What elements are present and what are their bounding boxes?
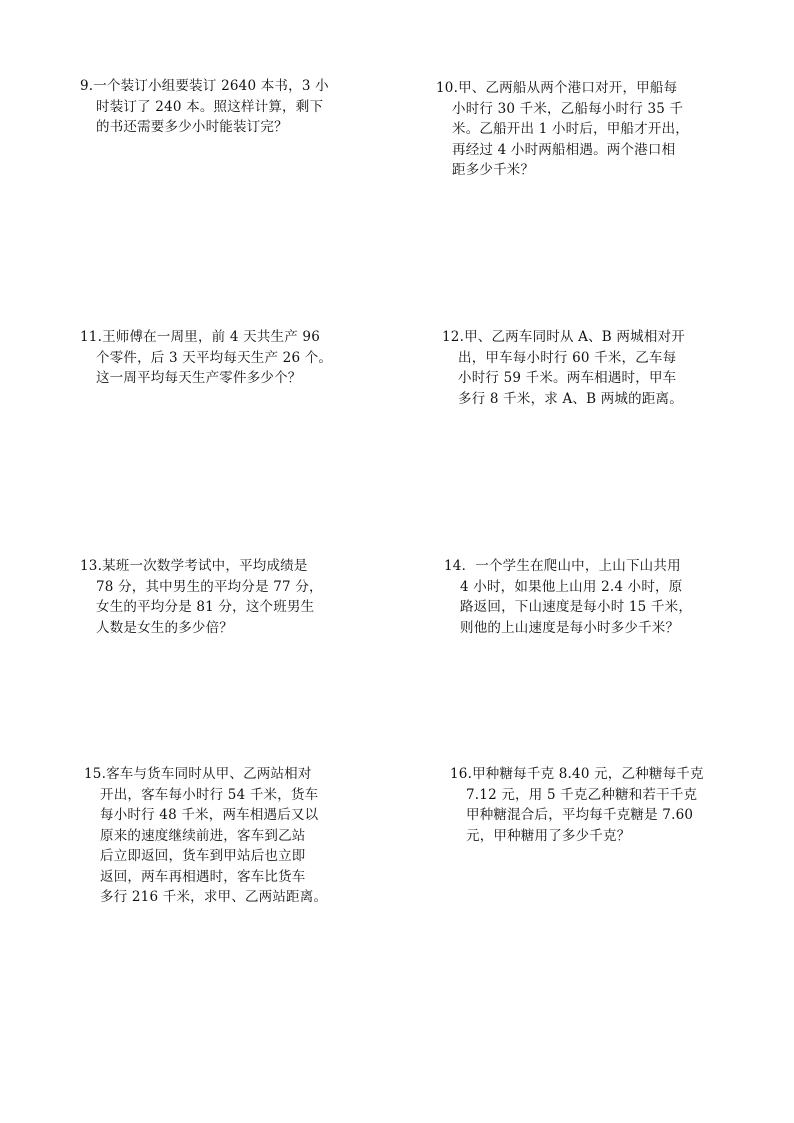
problem-14 [444, 556, 692, 638]
problem-line: 多行 216 千米，求甲、乙两站距离。 [100, 889, 328, 905]
problem-line: 小时行 30 千米，乙船每小时行 35 千 [452, 100, 684, 117]
problem-line: 开出，客车每小时行 54 千米，货车 [100, 786, 319, 803]
problem-line: 9.一个装订小组要装订 2640 本书，3 小 [80, 78, 329, 94]
problem-line: 后立即返回，货车到甲站后也立即 [100, 848, 306, 864]
problem-12 [442, 327, 685, 409]
problem-line: 4 小时，如果他上山用 2.4 小时，原 [460, 578, 683, 595]
problem-line: 路返回，下山速度是每小时 15 千米， [460, 599, 693, 615]
problem-line: 多行 8 千米，求 A、B 两城的距离。 [458, 390, 683, 407]
problem-line: 16.甲种糖每千克 8.40 元，乙种糖每千克 [450, 766, 704, 782]
problem-line: 女生的平均分是 81 分，这个班男生 [96, 599, 315, 615]
problem-line: 11.王师傅在一周里，前 4 天共生产 96 [80, 329, 321, 345]
problem-10 [436, 78, 689, 181]
problem-9 [80, 76, 329, 138]
problem-line: 人数是女生的多少倍？ [96, 619, 233, 636]
problem-line: 这一周平均每天生产零件多少个？ [96, 370, 302, 386]
problem-line: 78 分，其中男生的平均分是 77 分， [96, 578, 323, 595]
problem-line: 甲种糖混合后，平均每千克糖是 7.60 [466, 807, 694, 823]
problem-line: 时装订了 240 本。照这样计算，剩下 [96, 98, 324, 115]
problem-line: 7.12 元，用 5 千克乙种糖和若干千克 [466, 786, 698, 803]
problem-line: 13.某班一次数学考试中，平均成绩是 [80, 558, 308, 574]
problem-line: 出，甲车每小时行 60 千米，乙车每 [458, 349, 677, 366]
problem-15 [84, 764, 327, 908]
problem-line: 小时行 59 千米。两车相遇时，甲车 [458, 370, 677, 386]
problem-16 [450, 764, 704, 846]
problem-13 [80, 556, 323, 638]
problem-line: 14．一个学生在爬山中，上山下山共用 [444, 558, 681, 574]
problem-line: 米。乙船开出 1 小时后，甲船才开出， [452, 121, 689, 137]
problem-line: 原来的速度继续前进，客车到乙站 [100, 827, 306, 844]
problem-line: 10.甲、乙两船从两个港口对开，甲船每 [436, 80, 678, 96]
problem-line: 距多少千米？ [452, 162, 535, 178]
problem-line: 12.甲、乙两车同时从 A、B 两城相对开 [442, 329, 685, 345]
problem-line: 则他的上山速度是每小时多少千米？ [460, 619, 680, 636]
problem-11 [80, 327, 332, 389]
problem-line: 的书还需要多少小时能装订完？ [96, 119, 288, 135]
problem-line: 15.客车与货车同时从甲、乙两站相对 [84, 766, 312, 782]
problem-line: 元，甲种糖用了多少千克？ [466, 827, 631, 844]
problem-line: 个零件，后 3 天平均每天生产 26 个。 [96, 349, 333, 366]
problem-line: 返回，两车再相遇时，客车比货车 [100, 868, 306, 885]
problem-line: 再经过 4 小时两船相遇。两个港口相 [452, 141, 676, 158]
problem-line: 每小时行 48 千米，两车相遇后又以 [100, 807, 319, 823]
